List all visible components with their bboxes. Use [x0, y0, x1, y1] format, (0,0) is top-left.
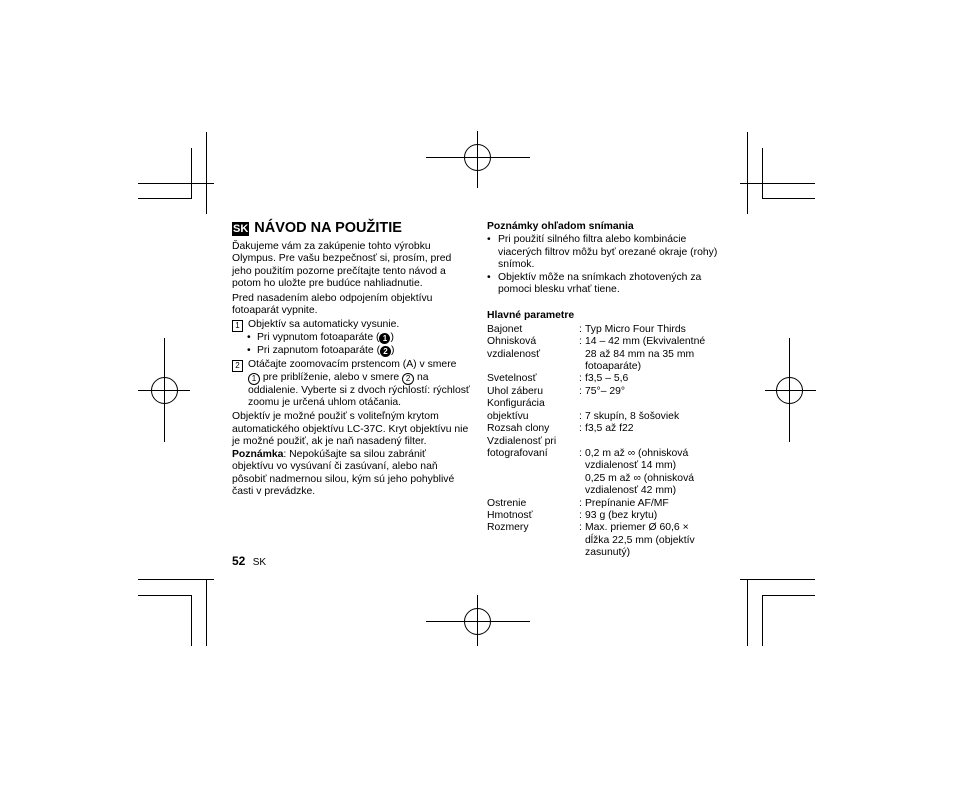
table-row	[487, 398, 727, 423]
step-text: Otáčajte zoomovacím prstencom (A) v smere	[248, 359, 457, 371]
spec-value-line	[579, 473, 727, 485]
shooting-notes-heading: Poznámky ohľadom snímania	[487, 221, 634, 232]
spec-value	[579, 510, 727, 522]
separator: :	[579, 509, 582, 521]
bullet-text-end: )	[390, 332, 394, 344]
bullet-text: Pri vypnutom fotoaparáte (	[257, 332, 380, 344]
spec-label	[487, 436, 579, 498]
spec-value-text: 93 g (bez krytu)	[585, 509, 658, 521]
spec-label-line: Konfigurácia	[487, 398, 545, 410]
table-row	[487, 498, 727, 510]
camera-off-icon: 1	[379, 333, 390, 344]
spec-value	[579, 336, 727, 373]
step-text: na oddialenie. Vyberte si z dvoch rýchlostí: rýchlosť zoomu je určená uhlom otáčania.	[248, 371, 470, 409]
left-column	[232, 220, 470, 498]
spec-value-line	[579, 510, 727, 522]
spec-label-line: Hmotnosť	[487, 509, 533, 521]
step-text: Objektív sa automaticky vysunie.	[248, 319, 400, 331]
spec-value-line	[579, 386, 727, 398]
spec-value	[579, 423, 727, 435]
page-title: NÁVOD NA POUŽITIE	[254, 220, 402, 236]
spec-value-text: Typ Micro Four Thirds	[585, 323, 686, 335]
spec-value-line	[579, 547, 727, 559]
list-item: • Pri použití silného filtra alebo kombinácie viacerých filtrov môžu byť orezané okraje (rohy) snímok.	[487, 234, 727, 271]
spec-value-text: Prepínanie AF/MF	[585, 497, 669, 509]
spec-label	[487, 373, 579, 385]
table-row	[487, 510, 727, 522]
list-item-text: Objektív môže na snímkach zhotovených za pomoci blesku vrhať tiene.	[498, 271, 702, 296]
separator: :	[579, 410, 582, 422]
separator: :	[579, 522, 582, 534]
spec-label-line: vzdialenosť	[487, 348, 540, 360]
step-2	[232, 359, 470, 409]
note-label: Poznámka	[232, 448, 284, 460]
step-number-box: 1	[232, 320, 243, 332]
table-row	[487, 373, 727, 385]
language-badge: SK	[233, 222, 249, 235]
separator: :	[579, 497, 582, 509]
spec-value-line	[579, 448, 727, 460]
bullet-text: Pri zapnutom fotoaparáte (	[257, 344, 381, 356]
separator: :	[579, 385, 582, 397]
spec-value-text: 0,25 m až ∞ (ohnisková	[585, 472, 695, 484]
list-item: • Pri zapnutom fotoaparáte ( 2 )	[247, 344, 395, 356]
spec-value-line	[579, 522, 727, 534]
intro-paragraph: Ďakujeme vám za zakúpenie tohto výrobku Olympus. Pre vašu bezpečnosť si, prosím, pred jeho použitím pozorne prečítajte tento návod a potom ho uložte pre budúce nahliadnutie.	[232, 241, 452, 290]
spec-value-line	[579, 361, 727, 373]
step-text: pre priblíženie, alebo v smere	[262, 371, 400, 383]
spec-value-text: 75°– 29°	[585, 385, 626, 397]
spec-value	[579, 436, 727, 498]
spec-value-text: vzdialenosť 42 mm)	[585, 485, 677, 497]
bullet-text-end: )	[391, 344, 395, 356]
spec-label	[487, 398, 579, 423]
spec-value	[579, 398, 727, 423]
note-paragraph	[232, 449, 470, 499]
spec-value-line	[579, 336, 727, 348]
spec-value-line	[579, 411, 727, 423]
spec-label-line: Ohnisková	[487, 336, 537, 348]
spec-value-text: fotoaparáte)	[585, 361, 642, 373]
spec-value-text: Max. priemer Ø 60,6 ×	[585, 522, 689, 534]
separator: :	[579, 373, 582, 385]
separator: :	[579, 447, 582, 459]
spec-value-text: dĺžka 22,5 mm (objektív	[585, 534, 695, 546]
spec-value-text: 0,2 m až ∞ (ohnisková	[585, 447, 689, 459]
separator: :	[579, 336, 582, 348]
spec-label-line: Vzdialenosť pri	[487, 435, 557, 447]
list-item-text: Pri použití silného filtra alebo kombinácie viacerých filtrov môžu byť orezané okraje (rohy) snímok.	[498, 234, 718, 271]
spec-label-line: Bajonet	[487, 323, 523, 335]
spec-value-line	[579, 460, 727, 472]
spec-label	[487, 510, 579, 522]
step-1	[232, 319, 470, 332]
spec-value-line	[579, 349, 727, 361]
spec-label-line: Svetelnosť	[487, 373, 537, 385]
lens-cap-paragraph: Objektív je možné použiť s voliteľným krytom automatického objektívu LC-37C. Kryt objektívu nie je možné použiť, ak je naň nasadený filter.	[232, 411, 469, 448]
power-off-note: Pred nasadením alebo odpojením objektívu fotoaparát vypnite.	[232, 292, 433, 317]
spec-value-text: 28 až 84 mm na 35 mm	[585, 348, 695, 360]
spec-value	[579, 498, 727, 510]
table-row	[487, 522, 727, 559]
spec-value-line	[579, 324, 727, 336]
spec-label	[487, 336, 579, 373]
separator: :	[579, 423, 582, 435]
table-row	[487, 386, 727, 398]
spec-value	[579, 522, 727, 559]
right-column	[487, 221, 727, 560]
table-row	[487, 336, 727, 373]
note-text: : Nepokúšajte sa silou zabrániť objektívu vo vysúvaní či zasúvaní, alebo naň pôsobiť nadmernou silou, kým sú jeho pohyblivé časti v prevádzke.	[232, 448, 455, 497]
spec-label	[487, 522, 579, 559]
direction-1-icon: 1	[248, 373, 260, 385]
list-item: • Pri vypnutom fotoaparáte ( 1 )	[247, 332, 394, 344]
spec-label-line: Ostrenie	[487, 497, 527, 509]
list-item: • Objektív môže na snímkach zhotovených za pomoci blesku vrhať tiene.	[487, 272, 727, 297]
spec-label	[487, 498, 579, 510]
spec-value-line	[579, 436, 727, 448]
step-number-box: 2	[232, 360, 243, 372]
table-row	[487, 324, 727, 336]
specs-heading: Hlavné parametre	[487, 310, 575, 322]
page-footer	[232, 554, 266, 568]
camera-on-icon: 2	[380, 346, 391, 357]
spec-label-line: fotografovaní	[487, 447, 548, 459]
spec-value-text: 14 – 42 mm (Ekvivalentné	[585, 336, 706, 348]
spec-value-line	[579, 398, 727, 410]
table-row	[487, 436, 727, 498]
footer-language: SK	[252, 557, 267, 568]
spec-label-line: Uhol záberu	[487, 385, 544, 397]
spec-label-line: objektívu	[487, 410, 529, 422]
spec-value-line	[579, 373, 727, 385]
spec-value-text: vzdialenosť 14 mm)	[585, 460, 677, 472]
section-title-row	[232, 220, 470, 237]
spec-value-line	[579, 535, 727, 547]
spec-value-text: 7 skupín, 8 šošoviek	[585, 410, 680, 422]
table-row	[487, 423, 727, 435]
step-1-bullets	[247, 332, 470, 357]
spec-label	[487, 324, 579, 336]
spec-label	[487, 423, 579, 435]
separator: :	[579, 323, 582, 335]
spec-value	[579, 373, 727, 385]
spec-value-text: f3,5 – 5,6	[585, 373, 629, 385]
spec-value	[579, 324, 727, 336]
spec-label-line: Rozmery	[487, 522, 529, 534]
spec-value-text: f3,5 až f22	[585, 423, 634, 435]
spec-value-line	[579, 485, 727, 497]
spec-value-line	[579, 423, 727, 435]
page-number: 52	[232, 554, 246, 568]
spec-value-line	[579, 498, 727, 510]
spec-value	[579, 386, 727, 398]
specs-table	[487, 324, 727, 560]
spec-label-line: Rozsah clony	[487, 423, 550, 435]
direction-2-icon: 2	[402, 373, 414, 385]
spec-value-text: zasunutý)	[585, 547, 631, 559]
spec-label	[487, 386, 579, 398]
